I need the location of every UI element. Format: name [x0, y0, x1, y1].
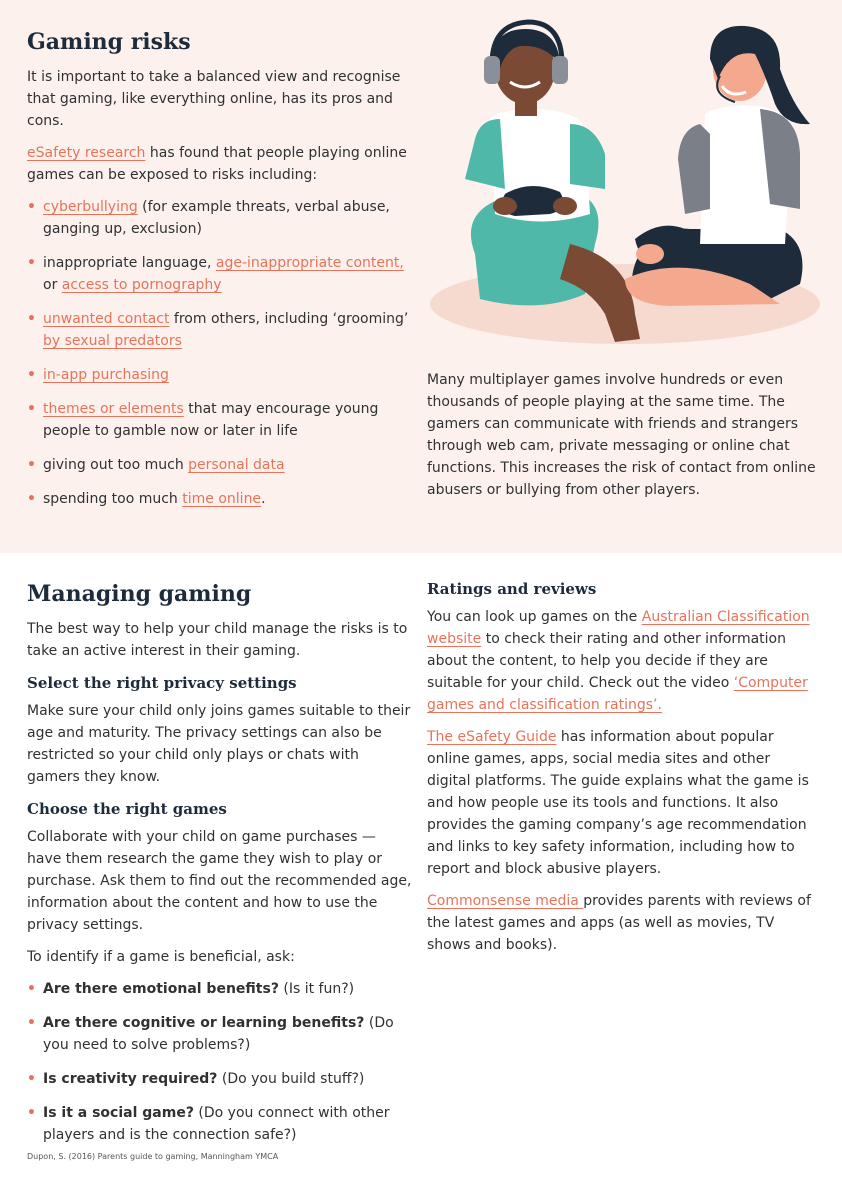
- risk-link[interactable]: in-app purchasing: [43, 367, 169, 383]
- risk-text: spending too much: [43, 491, 183, 507]
- question-item: [27, 1012, 412, 1056]
- australian-classification-link[interactable]: Australian Classification website: [427, 609, 810, 647]
- ratings-paragraph-3: [427, 890, 817, 956]
- risk-item: [27, 488, 412, 510]
- question-hint: (Do you build stuff?): [217, 1071, 365, 1087]
- risk-item: [27, 398, 412, 442]
- question-item: [27, 978, 412, 1000]
- managing-gaming-title: Managing gaming: [27, 581, 252, 607]
- question-item: [27, 1102, 412, 1146]
- esafety-guide-text: has information about popular online games, apps, social media sites and other digital platforms. The guide explains what the game is and how people use its tools and functions. It also provides the gaming company’s age recommendation and links to key safety information, including how to report and block abusive players.: [427, 729, 809, 877]
- question-hint: (Do you need to solve problems?): [43, 1015, 394, 1053]
- gaming-risks-intro: It is important to take a balanced view and recognise that gaming, like everything online, has its pros and cons.: [27, 69, 401, 129]
- managing-gaming-intro: The best way to help your child manage the risks is to take an active interest in their gaming.: [27, 621, 408, 659]
- esafety-research-link[interactable]: eSafety research: [27, 145, 146, 161]
- choose-games-heading: Choose the right games: [27, 800, 227, 818]
- privacy-settings-text: Make sure your child only joins games suitable to their age and maturity. The privacy settings can also be restricted so your child only plays or chats with gamers they know.: [27, 703, 411, 785]
- risk-link[interactable]: cyberbullying: [43, 199, 138, 215]
- identify-text: To identify if a game is beneficial, ask:: [27, 949, 295, 965]
- risk-item: [27, 364, 412, 386]
- managing-gaming-column: [27, 580, 412, 1162]
- risk-link[interactable]: personal data: [188, 457, 285, 473]
- research-paragraph: [27, 142, 412, 186]
- question-text: Is it a social game?: [43, 1105, 194, 1121]
- risk-list: [27, 196, 412, 510]
- gamer-left-figure: [465, 22, 640, 342]
- risk-link[interactable]: time online: [182, 491, 262, 507]
- ratings-paragraph-2: [427, 726, 817, 880]
- risk-text: (for example threats, verbal abuse, ganging up, exclusion): [43, 199, 390, 237]
- question-hint: (Is it fun?): [278, 981, 355, 997]
- risk-link[interactable]: age-inappropriate content,: [215, 255, 404, 271]
- question-hint: (Do you connect with other players and is the connection safe?): [43, 1105, 390, 1143]
- ratings-column: [427, 578, 817, 966]
- risk-text: giving out too much: [43, 457, 189, 473]
- risk-text: inappropriate language,: [43, 255, 216, 271]
- ratings-heading: Ratings and reviews: [427, 580, 597, 598]
- gamer-right-figure: [625, 26, 810, 306]
- risk-text: from others, including ‘grooming’: [169, 311, 409, 327]
- risk-item: [27, 308, 412, 352]
- ratings-paragraph-1: [427, 606, 817, 716]
- ratings-text-a: You can look up games on the: [427, 609, 642, 625]
- risk-item: [27, 196, 412, 240]
- risk-text: or: [43, 277, 62, 293]
- risk-link[interactable]: access to pornography: [61, 277, 222, 293]
- gaming-risks-title: Gaming risks: [27, 29, 191, 55]
- question-text: Are there emotional benefits?: [43, 981, 279, 997]
- risk-item: [27, 252, 412, 296]
- question-text: Are there cognitive or learning benefits?: [43, 1015, 365, 1031]
- privacy-settings-heading: Select the right privacy settings: [27, 674, 297, 692]
- multiplayer-column: [427, 369, 817, 511]
- risk-link[interactable]: unwanted contact: [43, 311, 170, 327]
- question-text: Is creativity required?: [43, 1071, 218, 1087]
- commonsense-media-link[interactable]: Commonsense media: [427, 893, 584, 909]
- gaming-risks-column: [27, 28, 412, 522]
- risk-link[interactable]: by sexual predators: [43, 333, 182, 349]
- choose-games-text: Collaborate with your child on game purchases — have them research the game they wish to play or purchase. Ask them to find out the recommended age, information about the content and how to use the privacy settings.: [27, 829, 412, 933]
- citation: Dupon, S. (2016) Parents guide to gaming, Manningham YMCA: [27, 1152, 279, 1161]
- risk-text: .: [261, 491, 266, 507]
- multiplayer-paragraph: Many multiplayer games involve hundreds or even thousands of people playing at the same time. The gamers can communicate with friends and strangers through web cam, private messaging or online chat functions. This increases the risk of contact from online abusers or bullying from other players.: [427, 372, 816, 498]
- ratings-text-b: to check their rating and other information about the content, to help you decide if they are suitable for your child. Check out the video: [427, 631, 786, 691]
- risk-text: that may encourage young people to gamble now or later in life: [43, 401, 379, 439]
- question-item: [27, 1068, 412, 1090]
- esafety-guide-link[interactable]: The eSafety Guide: [427, 729, 557, 745]
- commonsense-media-text: provides parents with reviews of the latest games and apps (as well as movies, TV shows and books).: [427, 893, 811, 953]
- classification-video-link[interactable]: ‘Computer games and classification ratings’.: [427, 675, 808, 713]
- risk-link[interactable]: themes or elements: [43, 401, 184, 417]
- gamers-illustration: [420, 14, 820, 352]
- risk-item: [27, 454, 412, 476]
- research-text: has found that people playing online games can be exposed to risks including:: [27, 145, 407, 183]
- beneficial-question-list: [27, 978, 412, 1146]
